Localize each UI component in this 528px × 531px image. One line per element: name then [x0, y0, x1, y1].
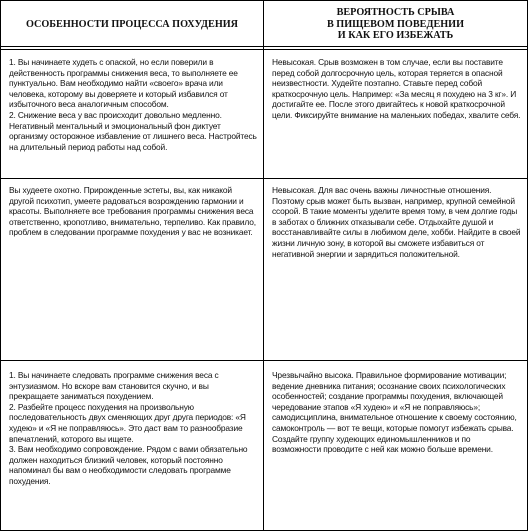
row-2-left	[1, 185, 263, 355]
header-left-text: ОСОБЕННОСТИ ПРОЦЕССА ПОХУДЕНИЯ	[25, 18, 239, 30]
header-right-line-1: ВЕРОЯТНОСТЬ СРЫВА	[336, 7, 455, 19]
header-divider	[1, 46, 527, 47]
row-3-right	[264, 370, 527, 528]
row-3-left-para-2: 2. Разбейте процесс похудения на произвольную последовательность двух сменяющих друг друга периодов: «Я худею» и «Я не поправляюсь». Это даст вам то разнообразие впечатлений, которого вы ищете.	[9, 401, 246, 444]
row-2-right-para-1: Невысокая. Для вас очень важны личностные отношения. Поэтому срыв может быть вызван, например, крупной семейной ссорой. В такие моменты уделите время тому, в чем долгие годы в заботах о ближних отказывали себе. Отдыхайте душой и восстанавливайте силы в любимом деле, хобби. Найдите в своей жизни личную зону, в которой вы сможете избавиться от негативной энергии и зарядиться положительной.	[272, 185, 521, 259]
header-right-line-2: В ПИЩЕВОМ ПОВЕДЕНИИ	[326, 18, 465, 30]
row-2-left-para-1: Вы худеете охотно. Прирожденные эстеты, вы, как никакой другой психотип, умеете радоваться возрождению гармонии и красоты. Выполняете все требования программы снижения веса ответственно, кропотливо, внимательно, терпеливо. Как правило, проблем в следовании программе похудения у вас не возникает.	[9, 185, 256, 238]
row-2-right	[264, 185, 527, 355]
row-3-right-para-1: Чрезвычайно высока. Правильное формирование мотивации; ведение дневника питания; осознание своих психологических особенностей; создание программы похудения, включающей чередование этапов «Я худею» и «Я не поправляюсь»; самодисциплина, внимательное отношение к своему состоянию, самоконтроль — вот те вещи, которые помогут избежать срыва. Создайте группу худеющих единомышленников и по возможности проводите с ней как можно больше времени.	[272, 370, 517, 455]
row-3-left-para-3: 3. Вам необходимо сопровождение. Рядом с вами обязательно должен находиться близкий человек, который постоянно напоминал бы вам о необходимости следовать программе похудения.	[9, 444, 248, 486]
row-1-left-para-1: 1. Вы начинаете худеть с опаской, но если поверили в действенность программы снижения веса, то выполняете ее пунктуально. Вам необходимо найти «своего» врача или человека, которому вы доверяете и который избавился от избыточного веса аналогичным способом.	[9, 57, 238, 110]
header-left	[1, 1, 263, 48]
header-right-line-3: И КАК ЕГО ИЗБЕЖАТЬ	[337, 30, 454, 42]
row-3-left	[1, 370, 263, 528]
row-1-left	[1, 57, 263, 177]
row-1-left-para-2: 2. Снижение веса у вас происходит довольно медленно. Негативный ментальный и эмоциональный фон диктует организму осторожное избавление от лишнего веса. Настройтесь на длительный период работы над собой.	[9, 109, 257, 152]
row-divider-2	[1, 360, 527, 361]
row-divider-1	[1, 178, 527, 179]
row-3-left-para-1: 1. Вы начинаете следовать программе снижения веса с энтузиазмом. Но вскоре вам становится скучно, и вы прекращаете заниматься похудением.	[9, 370, 219, 402]
row-1-right-para-1: Невысокая. Срыв возможен в том случае, если вы поставите перед собой долгосрочную цель, которая теряется в опасной неизвестности. Худейте поэтапно. Ставьте перед собой краткосрочную цель. Например: «За месяц я похудею на 3 кг». И достигайте ее. После этого двигайтесь к новой краткосрочной цели. Фиксируйте внимание на маленьких победах, хвалите себя.	[272, 57, 521, 120]
row-1-right	[264, 57, 527, 177]
header-right	[264, 1, 527, 48]
